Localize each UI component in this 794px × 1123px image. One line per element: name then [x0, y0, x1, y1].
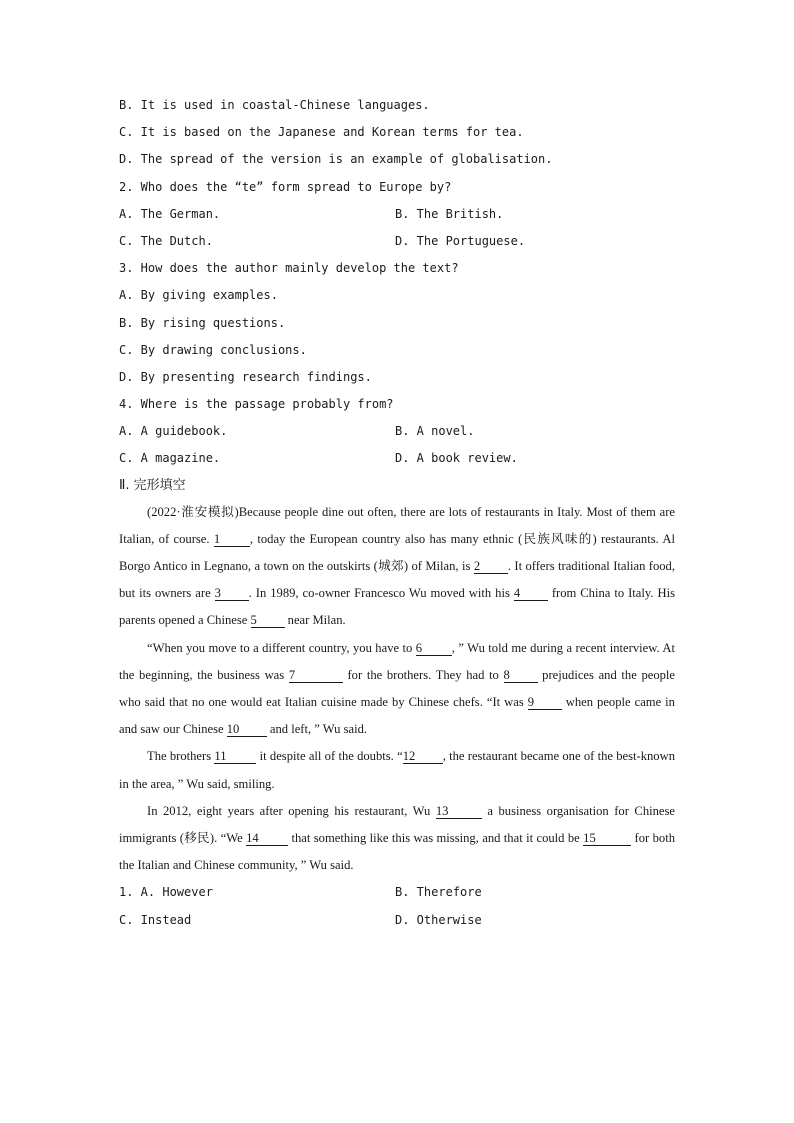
- q4-option-b: B. A novel.: [395, 424, 475, 439]
- answer1-option-c: C. Instead: [119, 912, 192, 927]
- section-heading-cloze: Ⅱ. 完形填空: [119, 477, 186, 493]
- cloze-paragraph-3: [119, 743, 675, 797]
- answer1-option-a: 1. A. However: [119, 885, 213, 900]
- cloze-text: . In 1989, co-owner Francesco Wu moved with his: [248, 586, 514, 601]
- q4-options-row-2: [119, 445, 675, 472]
- q2-options-row-2: [119, 228, 675, 255]
- cloze-text: for both the Italian and Chinese community, ” Wu said.: [119, 831, 676, 873]
- blank-2: 2: [474, 559, 508, 574]
- blank-8: 8: [504, 668, 538, 683]
- blank-11: 11: [214, 749, 256, 764]
- q3-stem: 3. How does the author mainly develop the text?: [119, 261, 459, 276]
- blank-13: 13: [436, 804, 482, 819]
- cloze-text: , today the European country also has many ethnic (民族风味的) restaurants. Al Borgo Antico in Legnano, a town on the outskirts (城郊) of Milan, is: [119, 531, 675, 574]
- cloze-text: . It offers traditional Italian food, but its owners are: [119, 559, 676, 601]
- q4-option-c: C. A magazine.: [119, 451, 221, 466]
- cloze-text: from China to Italy. His parents opened a Chinese: [119, 586, 675, 628]
- cloze-text: for the brothers. They had to: [342, 667, 504, 682]
- blank-3: 3: [215, 586, 249, 601]
- cloze-paragraph-1: [119, 499, 675, 635]
- cloze-text: it despite all of the doubts. “: [256, 749, 403, 764]
- blank-5: 5: [251, 613, 285, 628]
- q2-option-b: B. The British.: [395, 206, 504, 221]
- cloze-text: near Milan.: [284, 613, 346, 628]
- q2-option-a: A. The German.: [119, 206, 221, 221]
- blank-10: 10: [227, 722, 267, 737]
- blank-7: 7: [289, 668, 343, 683]
- q2-option-d: D. The Portuguese.: [395, 233, 526, 248]
- answer1-option-b: B. Therefore: [395, 885, 482, 900]
- q2-stem: 2. Who does the “te” form spread to Europe by?: [119, 179, 452, 194]
- blank-9: 9: [528, 695, 562, 710]
- cloze-text: , the restaurant became one of the best-known in the area, ” Wu said, smiling.: [119, 749, 675, 791]
- blank-12: 12: [403, 749, 443, 764]
- blank-6: 6: [416, 641, 452, 656]
- cloze-paragraph-2: [119, 635, 675, 744]
- cloze-text: “When you move to a different country, you have to: [147, 640, 416, 655]
- cloze-text: a business organisation for Chinese immigrants (移民). “We: [119, 803, 675, 846]
- q4-stem: 4. Where is the passage probably from?: [119, 397, 394, 412]
- answer1-options-row-2: [119, 907, 675, 934]
- cloze-text: In 2012, eight years after opening his restaurant, Wu: [147, 803, 436, 818]
- q1-option-d: D. The spread of the version is an example of globalisation.: [119, 152, 553, 167]
- cloze-text: when people came in and saw our Chinese: [119, 695, 675, 737]
- blank-4: 4: [514, 586, 548, 601]
- cloze-text: that something like this was missing, and that it could be: [288, 831, 584, 846]
- q3-option-d: D. By presenting research findings.: [119, 369, 372, 384]
- cloze-text: , ” Wu told me during a recent interview. At the beginning, the business was: [119, 640, 675, 682]
- q2-options-row-1: [119, 201, 675, 228]
- q4-option-a: A. A guidebook.: [119, 424, 228, 439]
- q1-option-b: B. It is used in coastal-Chinese languages.: [119, 98, 430, 112]
- q4-options-row-1: [119, 418, 675, 445]
- blank-15: 15: [583, 831, 631, 846]
- blank-14: 14: [246, 831, 288, 846]
- cloze-text: prejudices and the people who said that no one would eat Italian cuisine made by Chinese chefs. “It was: [119, 667, 676, 710]
- blank-1: 1: [214, 532, 250, 547]
- answer1-options-row-1: [119, 879, 675, 906]
- cloze-text: and left, ” Wu said.: [266, 722, 368, 737]
- q4-option-d: D. A book review.: [395, 451, 518, 466]
- cloze-text: The brothers: [147, 749, 215, 764]
- cloze-paragraph-4: [119, 798, 675, 880]
- answer1-option-d: D. Otherwise: [395, 912, 482, 927]
- q3-option-c: C. By drawing conclusions.: [119, 342, 307, 357]
- q3-option-a: A. By giving examples.: [119, 288, 278, 303]
- q3-option-b: B. By rising questions.: [119, 315, 286, 330]
- cloze-text: (2022·淮安模拟)Because people dine out often, there are lots of restaurants in Italy. Most of them are Italian, of course.: [119, 504, 675, 546]
- q1-option-c: C. It is based on the Japanese and Korean terms for tea.: [119, 125, 524, 140]
- document-page: [119, 92, 675, 934]
- q2-option-c: C. The Dutch.: [119, 233, 213, 248]
